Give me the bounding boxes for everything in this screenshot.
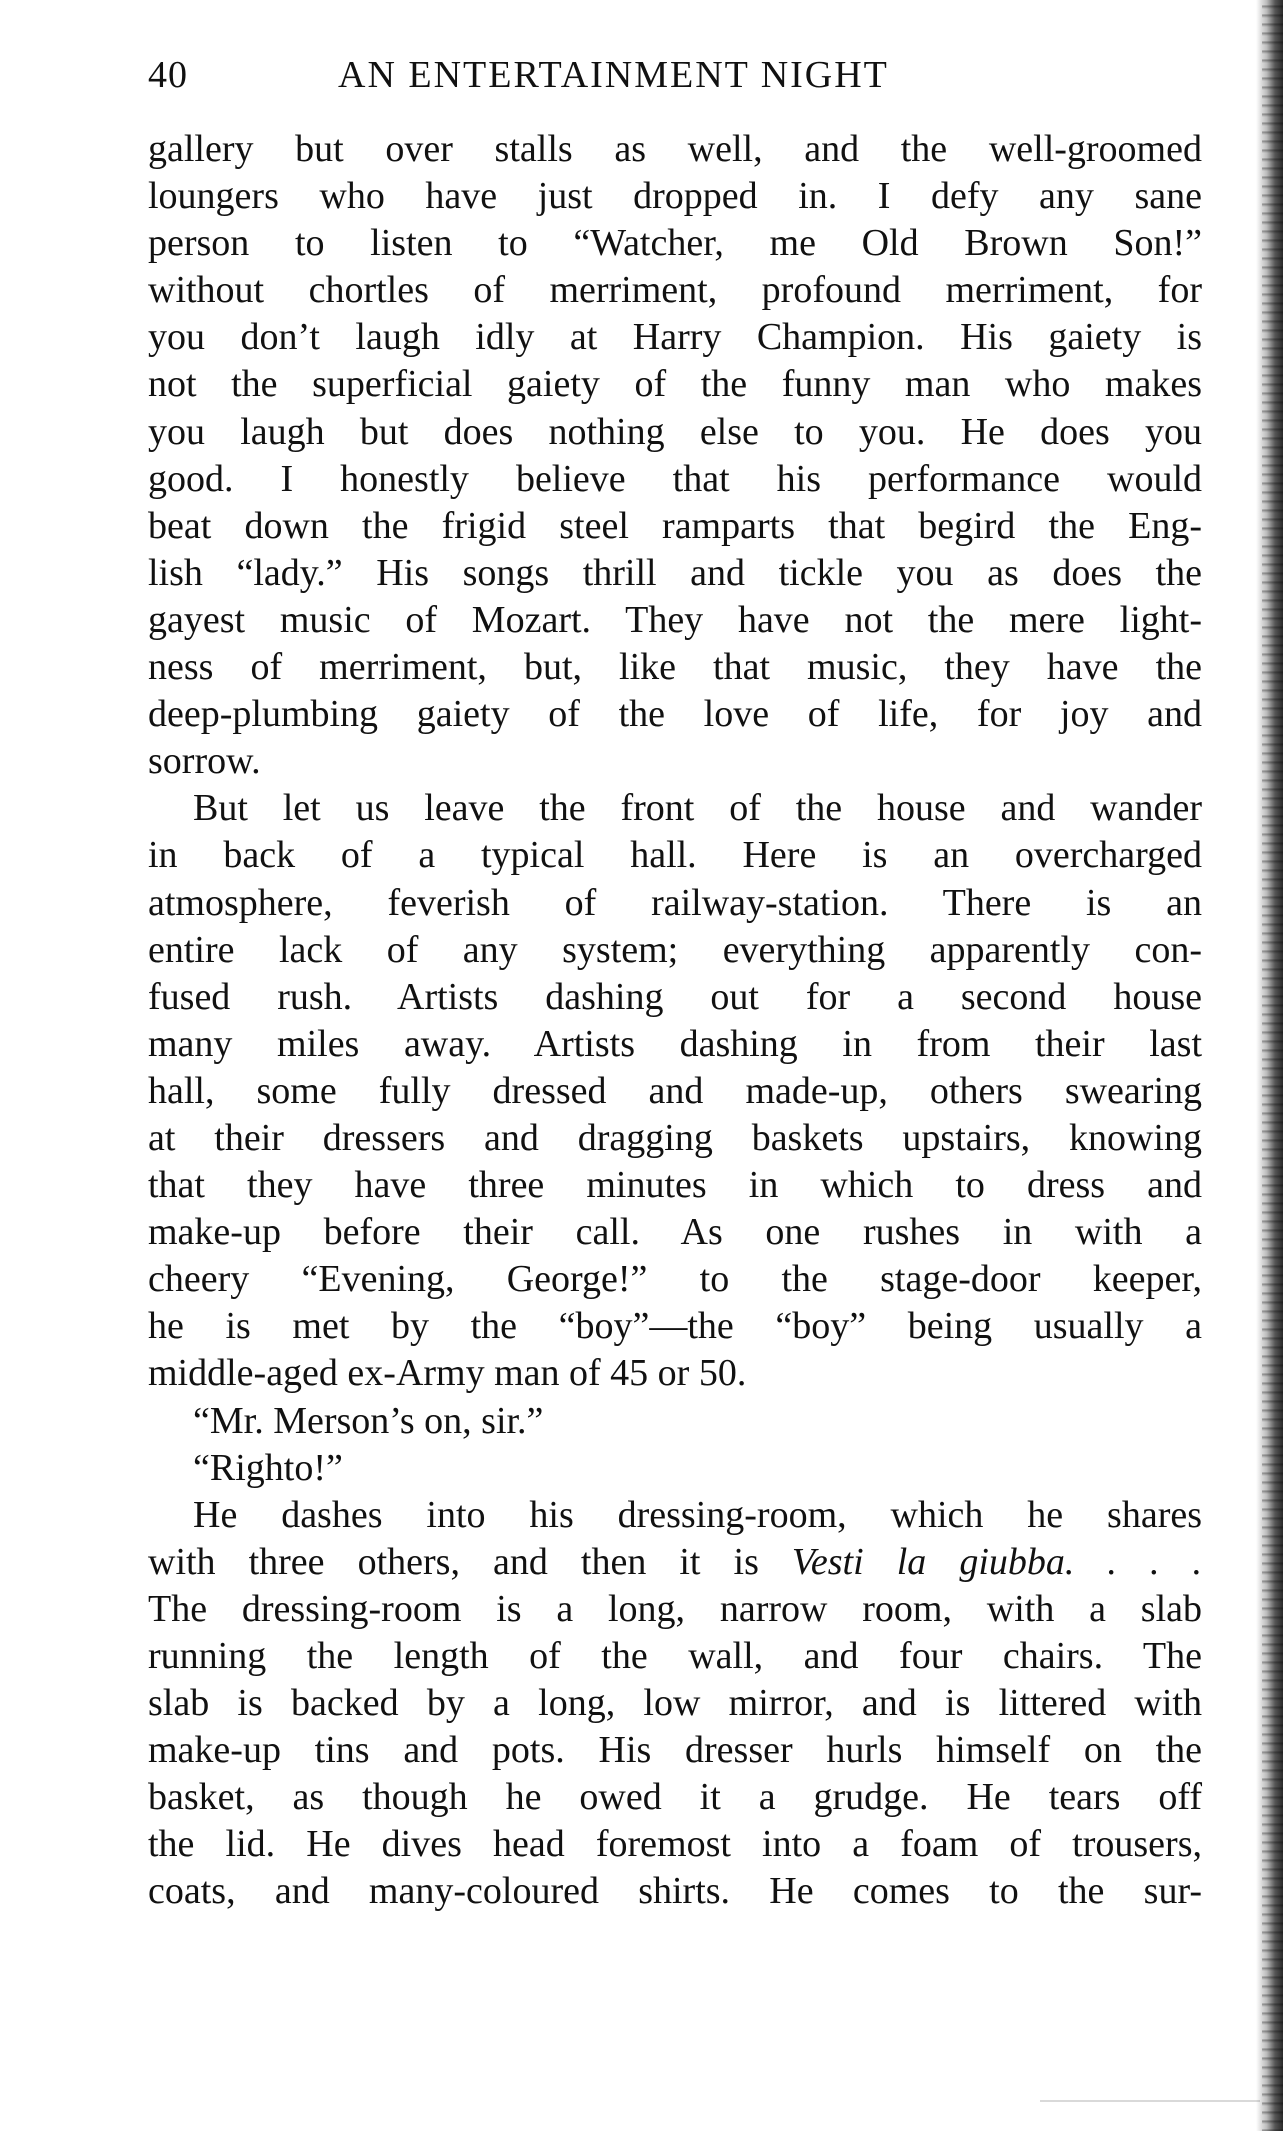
- text-line: you laugh but does nothing else to you. He does you: [148, 410, 1202, 453]
- text-line: you don’t laugh idly at Harry Champion. His gaiety is: [148, 316, 1202, 359]
- text-line: in back of a typical hall. Here is an overcharged: [148, 834, 1202, 877]
- text-line: make-up before their call. As one rushes in with a: [148, 1211, 1202, 1254]
- text-line: fused rush. Artists dashing out for a second house: [148, 975, 1202, 1018]
- text-line: The dressing-room is a long, narrow room, with a slab: [148, 1587, 1202, 1630]
- text-line: good. I honestly believe that his performance would: [148, 457, 1202, 500]
- binding-texture: [1262, 0, 1283, 2131]
- text-line: deep-plumbing gaiety of the love of life, for joy and: [148, 693, 1202, 736]
- text-line: sorrow.: [148, 740, 261, 783]
- text-line: cheery “Evening, George!” to the stage-door keeper,: [148, 1258, 1202, 1301]
- text-line: [148, 1539, 1202, 1586]
- dialogue-line: “Mr. Merson’s on, sir.”: [193, 1399, 544, 1442]
- text-line: loungers who have just dropped in. I defy any sane: [148, 175, 1202, 218]
- text-line: slab is backed by a long, low mirror, and is littered with: [148, 1682, 1202, 1725]
- text-line: many miles away. Artists dashing in from their last: [148, 1022, 1202, 1065]
- text-line: basket, as though he owed it a grudge. He tears off: [148, 1776, 1202, 1819]
- running-title: AN ENTERTAINMENT NIGHT: [338, 54, 889, 96]
- body-text: [148, 126, 1202, 1916]
- text-line: hall, some fully dressed and made-up, others swearing: [148, 1069, 1202, 1112]
- text-line: without chortles of merriment, profound merriment, for: [148, 269, 1202, 312]
- text-line: lish “lady.” His songs thrill and tickle you as does the: [148, 551, 1202, 594]
- text-line: beat down the frigid steel ramparts that begird the Eng-: [148, 504, 1202, 547]
- text-line: he is met by the “boy”—the “boy” being usually a: [148, 1305, 1202, 1348]
- text-line: middle-aged ex-Army man of 45 or 50.: [148, 1352, 747, 1395]
- text-line: ness of merriment, but, like that music, they have the: [148, 646, 1202, 689]
- running-head: [148, 50, 1202, 100]
- italic-title: Vesti la giubba. . . .: [791, 1540, 1202, 1583]
- text-line: gallery but over stalls as well, and the well-groomed: [148, 128, 1202, 170]
- text-line: person to listen to “Watcher, me Old Brown Son!”: [148, 222, 1202, 265]
- text-line: atmosphere, feverish of railway-station. There is an: [148, 881, 1202, 924]
- text-line: the lid. He dives head foremost into a foam of trousers,: [148, 1823, 1202, 1866]
- page-number: 40: [148, 54, 188, 96]
- text-line: entire lack of any system; everything apparently con-: [148, 928, 1202, 971]
- scan-artifact-line: [1040, 2100, 1260, 2102]
- text-line: that they have three minutes in which to dress and: [148, 1164, 1202, 1207]
- paragraph-start-line: But let us leave the front of the house and wander: [193, 787, 1202, 830]
- text-line: not the superficial gaiety of the funny man who makes: [148, 363, 1202, 406]
- text-line: running the length of the wall, and four chairs. The: [148, 1635, 1202, 1677]
- text-line: coats, and many-coloured shirts. He comes to the sur-: [148, 1870, 1202, 1913]
- text-span: with three others, and then it is: [148, 1540, 792, 1583]
- dialogue-line: “Righto!”: [193, 1446, 343, 1489]
- text-line: at their dressers and dragging baskets upstairs, knowing: [148, 1116, 1202, 1159]
- text-line: make-up tins and pots. His dresser hurls himself on the: [148, 1729, 1202, 1772]
- paragraph-start-line: He dashes into his dressing-room, which he shares: [193, 1493, 1202, 1536]
- text-line: gayest music of Mozart. They have not the mere light-: [148, 598, 1202, 641]
